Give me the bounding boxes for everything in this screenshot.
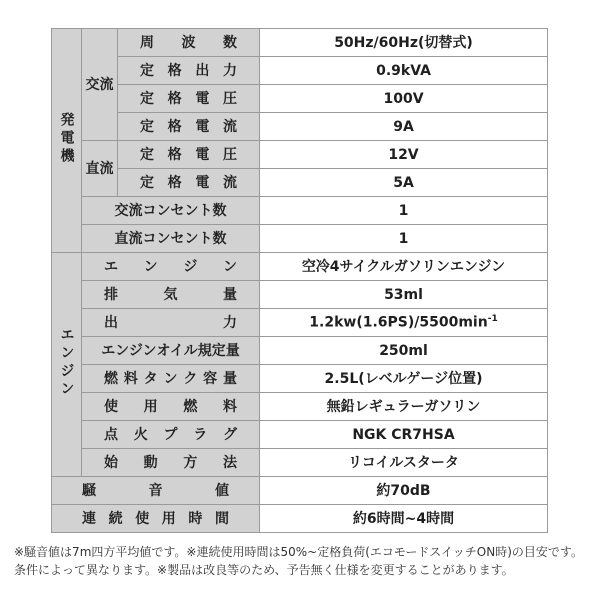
spec-table: [51, 28, 548, 533]
label-char: 定: [140, 146, 154, 163]
label-char: プ: [163, 426, 178, 443]
label-char: 音: [148, 482, 163, 499]
table-row: [52, 365, 548, 393]
engine-group-label: エンジン: [58, 327, 75, 399]
label-char: 動: [143, 454, 158, 471]
label-char: 電: [195, 146, 210, 163]
table-row: [52, 29, 548, 57]
dc-group-cell: [82, 141, 118, 197]
label-char: 定: [140, 90, 154, 107]
label-char: 量: [222, 370, 237, 387]
label-char: 騒: [82, 482, 96, 499]
row-label-dc-rated-current: [118, 169, 260, 197]
row-label-frequency: [118, 29, 260, 57]
label-char: ン: [143, 258, 158, 275]
label-char: ク: [183, 370, 198, 387]
label-char: 料: [222, 398, 237, 415]
row-value-oil-capacity: 250ml: [260, 337, 548, 365]
label-char: 出: [104, 314, 118, 331]
label-char: ン: [163, 370, 178, 387]
table-row: [52, 113, 548, 141]
table-row: [52, 169, 548, 197]
row-label-fuel-tank: [82, 365, 260, 393]
label-char: 続: [108, 510, 123, 527]
generator-group-label: 発電機: [58, 112, 75, 166]
table-row: [52, 57, 548, 85]
row-value-ac-rated-current: 9A: [260, 113, 548, 141]
row-label-noise: [52, 477, 260, 505]
table-row: [52, 421, 548, 449]
row-label-engine: [82, 253, 260, 281]
label-char: 格: [167, 90, 182, 107]
generator-group-cell: [52, 29, 82, 253]
row-value-start-method: リコイルスタータ: [260, 449, 548, 477]
label-char: 圧: [222, 146, 237, 163]
table-row: [52, 477, 548, 505]
label-char: 方: [183, 454, 198, 471]
label-char: 定: [140, 62, 154, 79]
label-char: 用: [161, 510, 176, 527]
row-label-dc-rated-voltage: [118, 141, 260, 169]
label-char: 力: [223, 314, 237, 331]
row-value-displacement: 53ml: [260, 281, 548, 309]
row-value-engine: 空冷4サイクルガソリンエンジン: [260, 253, 548, 281]
label-char: 電: [195, 174, 210, 191]
row-value-frequency: 50Hz/60Hz(切替式): [260, 29, 548, 57]
label-char: 格: [167, 146, 182, 163]
row-label-fuel-type: [82, 393, 260, 421]
row-label-output: [82, 309, 260, 337]
label-char: 電: [195, 90, 210, 107]
row-value-fuel-tank: 2.5L(レベルゲージ位置): [260, 365, 548, 393]
row-value-dc-rated-current: 5A: [260, 169, 548, 197]
label-char: ン: [222, 258, 237, 275]
label-char: 格: [167, 174, 182, 191]
label-char: 法: [222, 454, 237, 471]
row-label-oil-capacity: エンジンオイル規定量: [82, 337, 260, 365]
table-row: [52, 197, 548, 225]
row-value-ac-outlets: 1: [260, 197, 548, 225]
dc-group-label: 直流: [85, 160, 114, 177]
label-char: 定: [140, 118, 154, 135]
table-row: [52, 337, 548, 365]
row-value-spark-plug: NGK CR7HSA: [260, 421, 548, 449]
table-row: [52, 85, 548, 113]
footnote: ※騒音値は7m四方平均値です。※連続使用時間は50%~定格負荷(エコモードスイッチON時)の目安です。条件によって異なります。※製品は改良等のため、予告無く仕様を変更することがあります。: [14, 545, 583, 577]
label-char: 電: [195, 118, 210, 135]
table-row: [52, 253, 548, 281]
row-value-ac-rated-voltage: 100V: [260, 85, 548, 113]
label-char: 格: [167, 118, 182, 135]
label-char: 使: [135, 510, 150, 527]
label-char: 格: [167, 62, 182, 79]
label-char: 値: [215, 482, 229, 499]
output-value-superscript: -1: [487, 314, 498, 325]
label-char: 周: [140, 34, 154, 51]
label-char: 料: [123, 370, 138, 387]
label-char: 量: [223, 286, 237, 303]
row-value-output: [260, 309, 548, 337]
row-label-ac-outlets: 交流コンセント数: [82, 197, 260, 225]
row-label-spark-plug: [82, 421, 260, 449]
label-char: グ: [223, 426, 237, 443]
table-row: [52, 449, 548, 477]
ac-group-label: 交流: [85, 76, 114, 93]
label-char: 数: [223, 34, 237, 51]
label-char: 点: [104, 426, 118, 443]
label-char: 間: [214, 510, 229, 527]
label-char: 始: [104, 454, 118, 471]
label-char: 出: [195, 62, 210, 79]
label-char: タ: [143, 370, 158, 387]
label-char: 火: [133, 426, 148, 443]
label-char: 流: [222, 118, 237, 135]
row-value-fuel-type: 無鉛レギュラーガソリン: [260, 393, 548, 421]
label-char: 流: [222, 174, 237, 191]
label-char: 燃: [104, 370, 118, 387]
row-label-ac-rated-current: [118, 113, 260, 141]
label-char: ラ: [193, 426, 208, 443]
label-char: 圧: [222, 90, 237, 107]
label-char: 波: [181, 34, 196, 51]
label-char: 排: [104, 286, 118, 303]
row-label-displacement: [82, 281, 260, 309]
row-label-ac-rated-voltage: [118, 85, 260, 113]
table-row: [52, 141, 548, 169]
label-char: 用: [143, 398, 158, 415]
label-char: 容: [203, 370, 218, 387]
row-value-noise: 約70dB: [260, 477, 548, 505]
label-char: 力: [222, 62, 237, 79]
row-value-rated-output: 0.9kVA: [260, 57, 548, 85]
table-row: [52, 393, 548, 421]
row-label-dc-outlets: 直流コンセント数: [82, 225, 260, 253]
label-char: エ: [104, 258, 118, 275]
label-char: 時: [188, 510, 203, 527]
label-char: ジ: [183, 258, 198, 275]
output-value-text: 1.2kw(1.6PS)/5500min: [309, 314, 488, 331]
row-label-start-method: [82, 449, 260, 477]
engine-group-cell: [52, 253, 82, 477]
row-label-rated-output: [118, 57, 260, 85]
ac-group-cell: [82, 29, 118, 141]
label-char: 連: [82, 510, 96, 527]
table-row: [52, 309, 548, 337]
table-row: [52, 505, 548, 533]
row-value-dc-outlets: 1: [260, 225, 548, 253]
label-char: 使: [104, 398, 118, 415]
row-value-continuous-time: 約6時間~4時間: [260, 505, 548, 533]
row-value-dc-rated-voltage: 12V: [260, 141, 548, 169]
label-char: 燃: [183, 398, 198, 415]
table-row: [52, 281, 548, 309]
table-row: [52, 225, 548, 253]
label-char: 定: [140, 174, 154, 191]
row-label-continuous-time: [52, 505, 260, 533]
label-char: 気: [163, 286, 178, 303]
